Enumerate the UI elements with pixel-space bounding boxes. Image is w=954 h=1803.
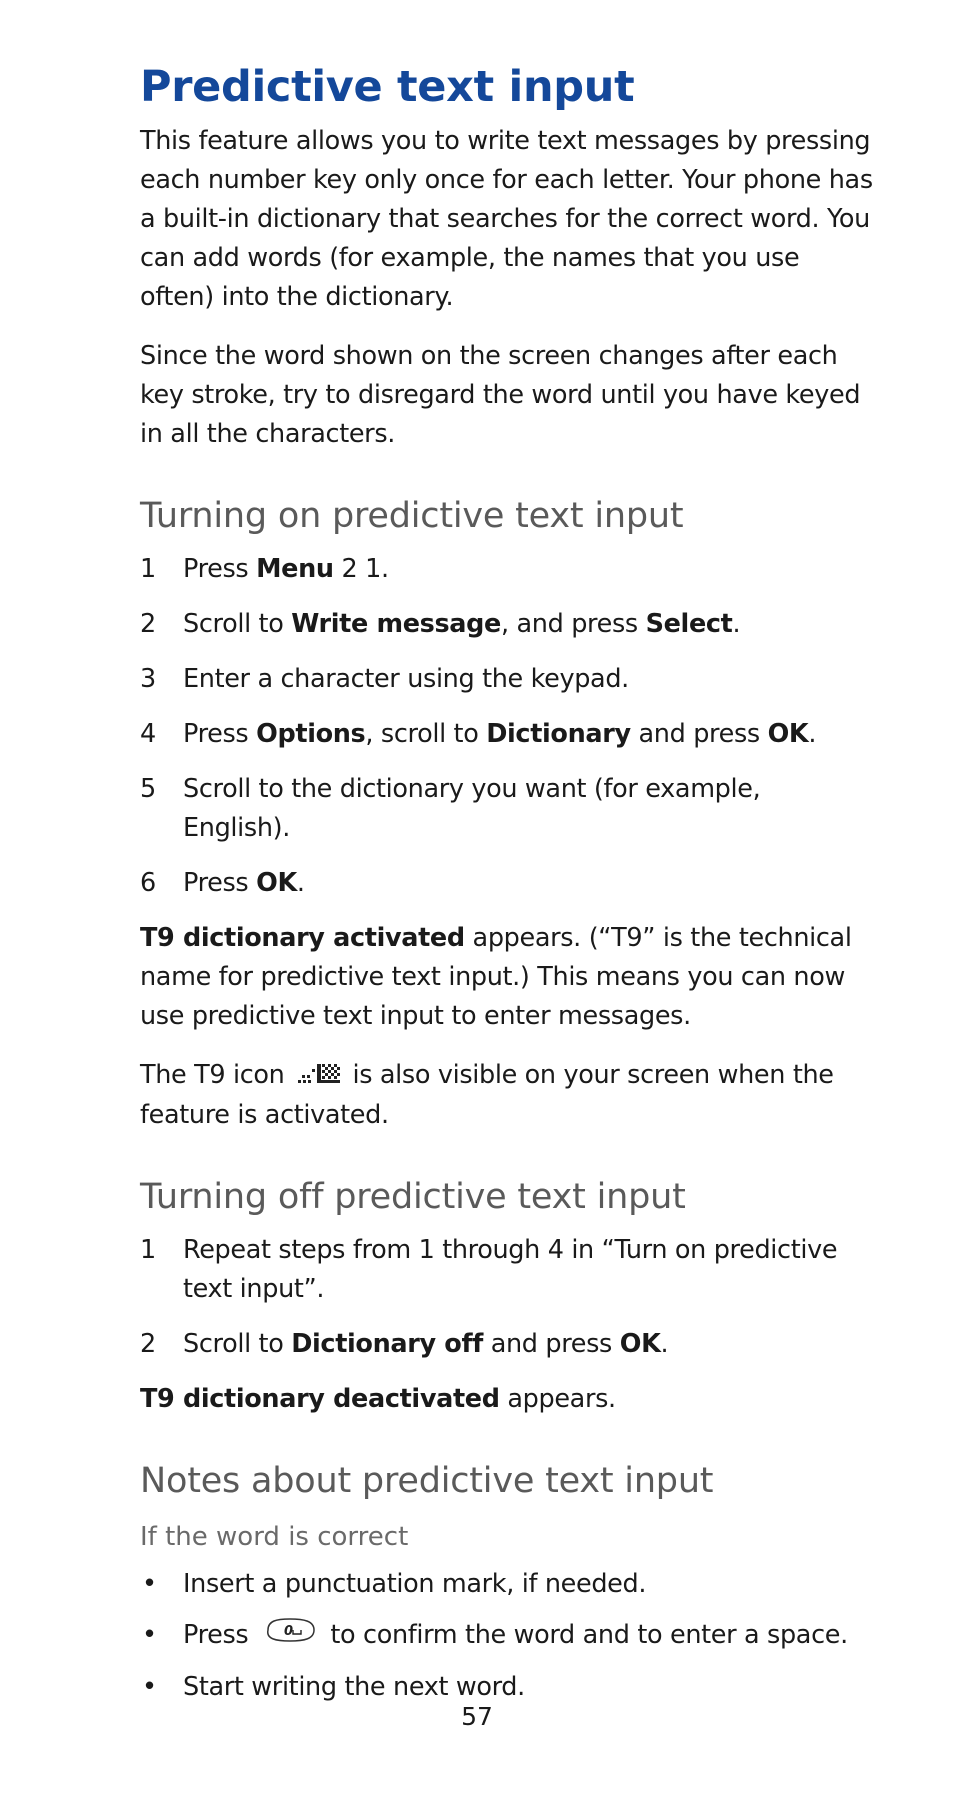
page-number: 57 <box>461 1702 493 1731</box>
step-number: 2 <box>140 1328 156 1359</box>
step-number: 1 <box>140 1234 156 1265</box>
section-heading-turning-on: Turning on predictive text input <box>140 496 684 536</box>
intro-paragraph-1: This feature allows you to write text messages by pressing each number key only once for each letter. Your phone has a built-in dictionary that searches for the correct word. You can add words (for example, the names that you use often) into the dictionary. <box>140 126 873 312</box>
deactivated-label: T9 dictionary deactivated <box>140 1383 500 1414</box>
step-number: 1 <box>140 554 156 584</box>
step-number: 5 <box>140 774 156 804</box>
zero-space-key-icon <box>262 1616 318 1656</box>
list-item: • Press 0 to confirm the word and to enter a space. <box>140 1616 875 1656</box>
step-item: 3 Enter a character using the keypad. <box>140 660 875 699</box>
activated-label: T9 dictionary activated <box>140 923 465 953</box>
step-item: 2 Scroll to Write message, and press Select. <box>140 605 875 644</box>
deactivated-note: T9 dictionary deactivated appears. <box>140 1383 616 1414</box>
page-content <box>140 62 875 1719</box>
step-item: 5 Scroll to the dictionary you want (for example, English). <box>140 770 875 848</box>
subheading-word-correct: If the word is correct <box>140 1521 409 1552</box>
step-number: 2 <box>140 609 156 639</box>
key-label: 0 <box>284 1623 294 1639</box>
turning-on-steps <box>140 550 875 903</box>
write-message-keyword: Write message <box>291 609 502 639</box>
options-keyword: Options <box>256 719 366 749</box>
ok-keyword: OK <box>256 868 297 898</box>
step-item: 4 Press Options, scroll to Dictionary and press OK. <box>140 715 875 754</box>
t9-icon-note: The T9 icon is also visible on your screen when the feature is activated. <box>140 1056 875 1135</box>
notes-bullets <box>140 1565 875 1707</box>
bullet-icon: • <box>142 1568 157 1599</box>
list-item: • Start writing the next word. <box>140 1668 875 1707</box>
step-number: 4 <box>140 719 156 749</box>
list-item: • Insert a punctuation mark, if needed. <box>140 1565 875 1604</box>
step-number: 6 <box>140 868 156 898</box>
step-item: 6 Press OK. <box>140 864 875 903</box>
section-heading-turning-off: Turning off predictive text input <box>140 1176 686 1217</box>
menu-keyword: Menu <box>256 554 334 584</box>
bullet-icon: • <box>142 1671 157 1702</box>
t9-icon <box>298 1057 342 1096</box>
activated-note: T9 dictionary activated appears. (“T9” is the technical name for predictive text input.) This means you can now use predictive text input to enter messages. <box>140 923 852 1031</box>
dictionary-off-keyword: Dictionary off <box>291 1328 483 1359</box>
step-item: 1 Press Menu 2 1. <box>140 550 875 589</box>
page-title: Predictive text input <box>140 62 635 112</box>
step-item: 2 Scroll to Dictionary off and press OK. <box>140 1325 875 1364</box>
turning-off-steps <box>140 1231 875 1364</box>
ok-keyword: OK <box>767 719 809 749</box>
select-keyword: Select <box>645 609 733 639</box>
section-heading-notes: Notes about predictive text input <box>140 1460 714 1501</box>
step-number: 3 <box>140 664 156 694</box>
dictionary-keyword: Dictionary <box>486 719 631 749</box>
bullet-icon: • <box>142 1619 157 1650</box>
step-item: 1 Repeat steps from 1 through 4 in “Turn on predictive text input”. <box>140 1231 875 1309</box>
ok-keyword: OK <box>619 1328 661 1359</box>
intro-paragraph-2: Since the word shown on the screen changes after each key stroke, try to disregard the word until you have keyed in all the characters. <box>140 341 861 449</box>
